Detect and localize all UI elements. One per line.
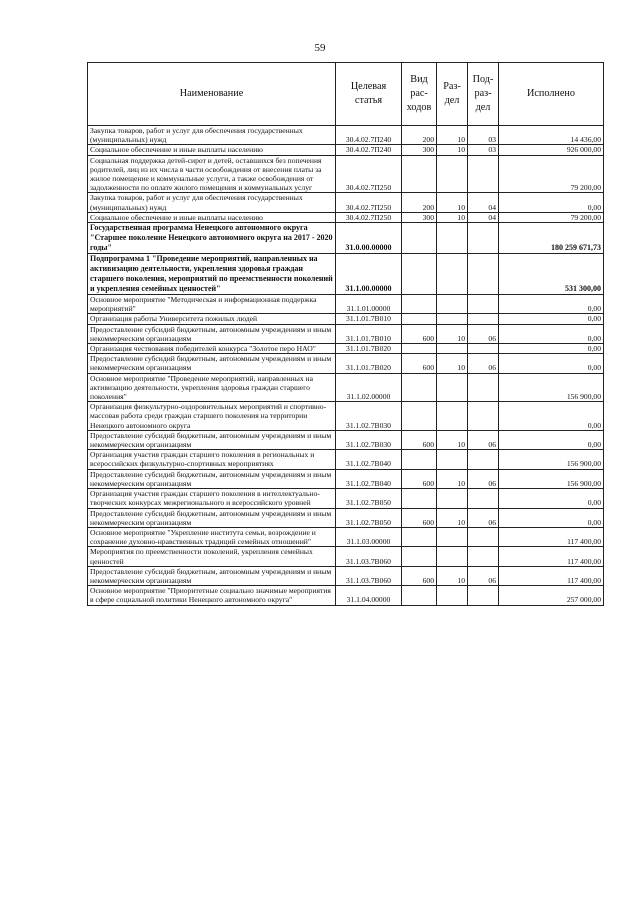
cell-section bbox=[437, 344, 468, 354]
page-number: 59 bbox=[314, 42, 326, 54]
cell-amount: 0,00 bbox=[499, 402, 604, 431]
cell-amount: 0,00 bbox=[499, 508, 604, 527]
header-section: Раз- дел bbox=[437, 63, 468, 126]
cell-subsection bbox=[468, 223, 499, 254]
cell-section: 10 bbox=[437, 508, 468, 527]
cell-name: Социальное обеспечение и иные выплаты населению bbox=[88, 145, 336, 155]
table-row bbox=[88, 295, 604, 314]
cell-amount: 0,00 bbox=[499, 344, 604, 354]
cell-target-article: 31.1.03.7В060 bbox=[336, 547, 402, 566]
cell-target-article: 31.1.02.7В030 bbox=[336, 430, 402, 449]
cell-amount: 257 000,00 bbox=[499, 586, 604, 605]
cell-subsection: 04 bbox=[468, 212, 499, 222]
cell-subsection: 04 bbox=[468, 193, 499, 212]
cell-name: Основное мероприятие "Методическая и информационная поддержка мероприятий" bbox=[88, 295, 336, 314]
cell-amount: 0,00 bbox=[499, 324, 604, 343]
cell-section: 10 bbox=[437, 193, 468, 212]
cell-name: Предоставление субсидий бюджетным, автономным учреждениям и иным некоммерческим организациям bbox=[88, 354, 336, 373]
cell-target-article: 31.1.03.7В060 bbox=[336, 566, 402, 585]
cell-section bbox=[437, 586, 468, 605]
table-header-row bbox=[88, 63, 604, 126]
header-subsection: Под- раз- дел bbox=[468, 63, 499, 126]
cell-name: Организация чествования победителей конкурса "Золотое перо НАО" bbox=[88, 344, 336, 354]
cell-subsection bbox=[468, 402, 499, 431]
cell-section: 10 bbox=[437, 212, 468, 222]
header-target-article: Целевая статья bbox=[336, 63, 402, 126]
cell-name: Основное мероприятие "Проведение мероприятий, направленных на активизацию деятельности, укрепления здоровья граждан старшего поколения" bbox=[88, 373, 336, 402]
cell-amount: 156 900,00 bbox=[499, 450, 604, 469]
table-row bbox=[88, 430, 604, 449]
cell-section: 10 bbox=[437, 566, 468, 585]
cell-expense-kind: 300 bbox=[402, 145, 437, 155]
cell-section bbox=[437, 314, 468, 324]
cell-section bbox=[437, 373, 468, 402]
cell-subsection: 03 bbox=[468, 126, 499, 145]
table-row bbox=[88, 344, 604, 354]
cell-amount: 0,00 bbox=[499, 489, 604, 508]
cell-amount: 156 900,00 bbox=[499, 469, 604, 488]
cell-expense-kind: 600 bbox=[402, 324, 437, 343]
cell-name: Организация участия граждан старшего поколения в интеллектуально-творческих конкурсах межрегионального и всероссийского уровней bbox=[88, 489, 336, 508]
cell-target-article: 31.1.01.7В020 bbox=[336, 344, 402, 354]
cell-name: Закупка товаров, работ и услуг для обеспечения государственных (муниципальных) нужд bbox=[88, 126, 336, 145]
table-row bbox=[88, 489, 604, 508]
table-row bbox=[88, 254, 604, 295]
table-row bbox=[88, 155, 604, 193]
cell-expense-kind: 600 bbox=[402, 469, 437, 488]
cell-expense-kind: 200 bbox=[402, 126, 437, 145]
cell-name: Организация физкультурно-оздоровительных мероприятий и спортивно-массовая работа среди граждан старшего поколения на территории Ненецкого автономного округа bbox=[88, 402, 336, 431]
table-body bbox=[88, 126, 604, 606]
cell-amount: 117 400,00 bbox=[499, 566, 604, 585]
cell-subsection bbox=[468, 527, 499, 546]
cell-subsection bbox=[468, 254, 499, 295]
cell-subsection bbox=[468, 450, 499, 469]
cell-subsection: 06 bbox=[468, 324, 499, 343]
cell-expense-kind bbox=[402, 373, 437, 402]
cell-subsection bbox=[468, 373, 499, 402]
table-row bbox=[88, 547, 604, 566]
cell-target-article: 31.1.02.7В040 bbox=[336, 450, 402, 469]
cell-amount: 0,00 bbox=[499, 354, 604, 373]
cell-name: Социальное обеспечение и иные выплаты населению bbox=[88, 212, 336, 222]
cell-name: Предоставление субсидий бюджетным, автономным учреждениям и иным некоммерческим организациям bbox=[88, 430, 336, 449]
cell-target-article: 31.1.04.00000 bbox=[336, 586, 402, 605]
cell-expense-kind: 600 bbox=[402, 508, 437, 527]
table-row bbox=[88, 354, 604, 373]
cell-subsection: 06 bbox=[468, 566, 499, 585]
cell-target-article: 30.4.02.7П250 bbox=[336, 193, 402, 212]
cell-subsection: 06 bbox=[468, 354, 499, 373]
cell-section bbox=[437, 489, 468, 508]
cell-amount: 0,00 bbox=[499, 430, 604, 449]
cell-name: Основное мероприятие "Приоритетные социально значимые мероприятия в сфере социальной политики Ненецкого автономного округа" bbox=[88, 586, 336, 605]
cell-name: Организация участия граждан старшего поколения в региональных и всероссийских физкультурно-спортивных мероприятиях bbox=[88, 450, 336, 469]
cell-amount: 531 300,00 bbox=[499, 254, 604, 295]
cell-target-article: 31.1.01.00000 bbox=[336, 295, 402, 314]
cell-section bbox=[437, 223, 468, 254]
cell-target-article: 31.1.00.00000 bbox=[336, 254, 402, 295]
cell-section bbox=[437, 547, 468, 566]
cell-subsection bbox=[468, 314, 499, 324]
cell-target-article: 31.1.02.7В050 bbox=[336, 489, 402, 508]
cell-subsection bbox=[468, 489, 499, 508]
cell-name: Предоставление субсидий бюджетным, автономным учреждениям и иным некоммерческим организациям bbox=[88, 566, 336, 585]
budget-table bbox=[87, 62, 604, 606]
cell-target-article: 30.4.02.7П240 bbox=[336, 126, 402, 145]
cell-expense-kind bbox=[402, 586, 437, 605]
cell-target-article: 30.4.02.7П240 bbox=[336, 145, 402, 155]
header-executed: Исполнено bbox=[499, 63, 604, 126]
cell-expense-kind bbox=[402, 402, 437, 431]
cell-subsection: 06 bbox=[468, 469, 499, 488]
cell-subsection bbox=[468, 155, 499, 193]
cell-expense-kind: 600 bbox=[402, 430, 437, 449]
cell-expense-kind: 600 bbox=[402, 566, 437, 585]
table-row bbox=[88, 450, 604, 469]
table-row bbox=[88, 373, 604, 402]
cell-subsection bbox=[468, 295, 499, 314]
cell-amount: 926 000,00 bbox=[499, 145, 604, 155]
cell-subsection: 06 bbox=[468, 508, 499, 527]
cell-name: Закупка товаров, работ и услуг для обеспечения государственных (муниципальных) нужд bbox=[88, 193, 336, 212]
cell-subsection: 06 bbox=[468, 430, 499, 449]
cell-subsection: 03 bbox=[468, 145, 499, 155]
cell-section bbox=[437, 155, 468, 193]
cell-target-article: 31.1.01.7В010 bbox=[336, 314, 402, 324]
cell-expense-kind bbox=[402, 527, 437, 546]
cell-section bbox=[437, 527, 468, 546]
cell-section: 10 bbox=[437, 354, 468, 373]
cell-expense-kind bbox=[402, 314, 437, 324]
cell-amount: 156 900,00 bbox=[499, 373, 604, 402]
cell-target-article: 31.1.02.7В030 bbox=[336, 402, 402, 431]
table-row bbox=[88, 508, 604, 527]
cell-amount: 14 436,00 bbox=[499, 126, 604, 145]
cell-section: 10 bbox=[437, 126, 468, 145]
cell-name: Предоставление субсидий бюджетным, автономным учреждениям и иным некоммерческим организациям bbox=[88, 469, 336, 488]
cell-name: Подпрограмма 1 "Проведение мероприятий, направленных на активизацию деятельности, укрепления здоровья граждан старшего поколения, мероприятий по преемственности поколений и укрепления семейных ценностей" bbox=[88, 254, 336, 295]
cell-expense-kind bbox=[402, 155, 437, 193]
cell-target-article: 31.1.01.7В010 bbox=[336, 324, 402, 343]
cell-section: 10 bbox=[437, 469, 468, 488]
cell-expense-kind bbox=[402, 450, 437, 469]
table-row bbox=[88, 193, 604, 212]
table-row bbox=[88, 145, 604, 155]
cell-expense-kind: 600 bbox=[402, 354, 437, 373]
cell-amount: 117 400,00 bbox=[499, 547, 604, 566]
cell-target-article: 31.1.01.7В020 bbox=[336, 354, 402, 373]
table-row bbox=[88, 586, 604, 605]
cell-target-article: 31.1.03.00000 bbox=[336, 527, 402, 546]
table-row bbox=[88, 314, 604, 324]
table-row bbox=[88, 126, 604, 145]
cell-amount: 0,00 bbox=[499, 295, 604, 314]
cell-name: Предоставление субсидий бюджетным, автономным учреждениям и иным некоммерческим организациям bbox=[88, 508, 336, 527]
table-row bbox=[88, 223, 604, 254]
cell-expense-kind bbox=[402, 489, 437, 508]
cell-section bbox=[437, 450, 468, 469]
cell-subsection bbox=[468, 547, 499, 566]
cell-section: 10 bbox=[437, 145, 468, 155]
cell-expense-kind bbox=[402, 295, 437, 314]
cell-target-article: 30.4.02.7П250 bbox=[336, 212, 402, 222]
cell-target-article: 31.1.02.00000 bbox=[336, 373, 402, 402]
cell-expense-kind bbox=[402, 223, 437, 254]
cell-expense-kind bbox=[402, 547, 437, 566]
table-row bbox=[88, 527, 604, 546]
header-name: Наименование bbox=[88, 63, 336, 126]
table-row bbox=[88, 402, 604, 431]
cell-name: Социальная поддержка детей-сирот и детей, оставшихся без попечения родителей, лиц из их числа в части освобождения от внесения платы за жилое помещение и коммунальные услуги, а также освобождения от задолженности по оплате жилого помещения и коммунальных услуг bbox=[88, 155, 336, 193]
cell-section: 10 bbox=[437, 324, 468, 343]
table-row bbox=[88, 566, 604, 585]
cell-name: Основное мероприятие "Укрепление института семьи, возрождение и сохранение духовно-нравственных традиций семейных отношений" bbox=[88, 527, 336, 546]
cell-amount: 79 200,00 bbox=[499, 155, 604, 193]
cell-expense-kind bbox=[402, 254, 437, 295]
cell-section bbox=[437, 402, 468, 431]
cell-subsection bbox=[468, 344, 499, 354]
cell-name: Организация работы Университета пожилых людей bbox=[88, 314, 336, 324]
cell-expense-kind: 200 bbox=[402, 193, 437, 212]
cell-target-article: 31.1.02.7В050 bbox=[336, 508, 402, 527]
cell-name: Предоставление субсидий бюджетным, автономным учреждениям и иным некоммерческим организациям bbox=[88, 324, 336, 343]
cell-section bbox=[437, 295, 468, 314]
cell-subsection bbox=[468, 586, 499, 605]
cell-amount: 79 200,00 bbox=[499, 212, 604, 222]
cell-target-article: 30.4.02.7П250 bbox=[336, 155, 402, 193]
header-expense-kind: Вид рас- ходов bbox=[402, 63, 437, 126]
cell-section: 10 bbox=[437, 430, 468, 449]
cell-amount: 180 259 671,73 bbox=[499, 223, 604, 254]
cell-target-article: 31.1.02.7В040 bbox=[336, 469, 402, 488]
table-row bbox=[88, 324, 604, 343]
cell-name: Мероприятия по преемственности поколений, укрепления семейных ценностей bbox=[88, 547, 336, 566]
cell-name: Государственная программа Ненецкого автономного округа "Старшее поколение Ненецкого автономного округа на 2017 - 2020 годы" bbox=[88, 223, 336, 254]
table-row bbox=[88, 212, 604, 222]
cell-amount: 0,00 bbox=[499, 193, 604, 212]
table-row bbox=[88, 469, 604, 488]
cell-amount: 0,00 bbox=[499, 314, 604, 324]
cell-target-article: 31.0.00.00000 bbox=[336, 223, 402, 254]
cell-amount: 117 400,00 bbox=[499, 527, 604, 546]
cell-expense-kind bbox=[402, 344, 437, 354]
cell-expense-kind: 300 bbox=[402, 212, 437, 222]
cell-section bbox=[437, 254, 468, 295]
